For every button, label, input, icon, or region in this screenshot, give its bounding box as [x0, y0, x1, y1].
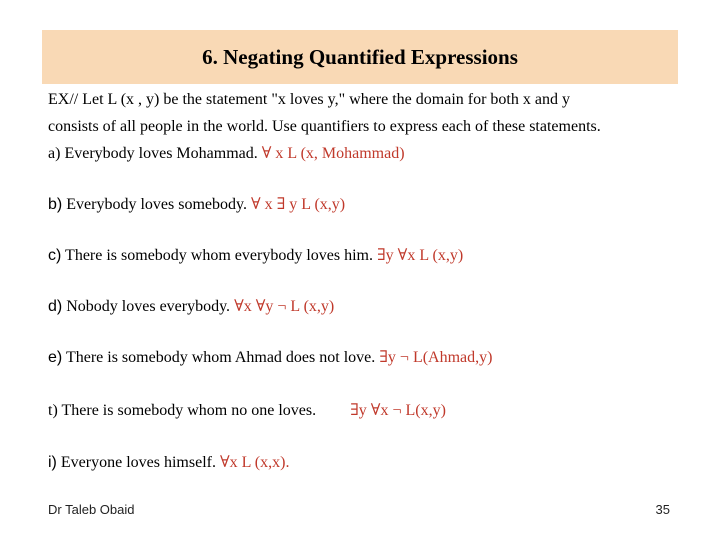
page-number: 35: [655, 502, 670, 517]
item-i-text: Everyone loves himself.: [56, 454, 220, 471]
item-t: [48, 401, 446, 421]
item-i: [48, 453, 289, 473]
item-d-formula: ∀x ∀y ¬ L (x,y): [234, 298, 335, 315]
intro-line-2: consists of all people in the world. Use quantifiers to express each of these statements.: [48, 118, 601, 135]
item-d-text: Nobody loves everybody.: [62, 298, 235, 315]
item-a-formula: ∀ x L (x, Mohammad): [261, 145, 405, 162]
item-t-formula: ∃y ∀x ¬ L(x,y): [350, 402, 446, 419]
item-e-formula: ∃y ¬ L(Ahmad,y): [379, 349, 493, 366]
item-a: [48, 144, 405, 164]
item-b: [48, 195, 345, 215]
item-d-label: d): [48, 298, 63, 315]
item-e-label: e): [48, 349, 63, 366]
intro-line-1: EX// Let L (x , y) be the statement "x loves y," where the domain for both x and y: [48, 91, 570, 108]
item-a-label: a): [48, 145, 61, 162]
item-b-label: b): [48, 196, 63, 213]
item-c: [48, 246, 463, 266]
slide-title: 6. Negating Quantified Expressions: [202, 44, 518, 69]
item-b-text: Everybody loves somebody.: [62, 196, 251, 213]
item-c-text: There is somebody whom everybody loves him.: [61, 247, 377, 264]
item-e-text: There is somebody whom Ahmad does not love.: [62, 349, 380, 366]
item-b-formula: ∀ x ∃ y L (x,y): [250, 196, 346, 213]
item-c-formula: ∃y ∀x L (x,y): [376, 247, 464, 264]
item-e: [48, 348, 492, 368]
item-a-text: Everybody loves Mohammad.: [60, 145, 262, 162]
item-d: [48, 297, 334, 317]
title-bar: [42, 30, 678, 84]
item-i-label: i): [48, 454, 57, 471]
item-c-label: c): [48, 247, 62, 264]
item-t-text: There is somebody whom no one loves.: [57, 402, 317, 419]
item-i-formula: ∀x L (x,x).: [219, 454, 290, 471]
author: Dr Taleb Obaid: [48, 502, 135, 517]
item-t-label: t): [48, 402, 58, 419]
